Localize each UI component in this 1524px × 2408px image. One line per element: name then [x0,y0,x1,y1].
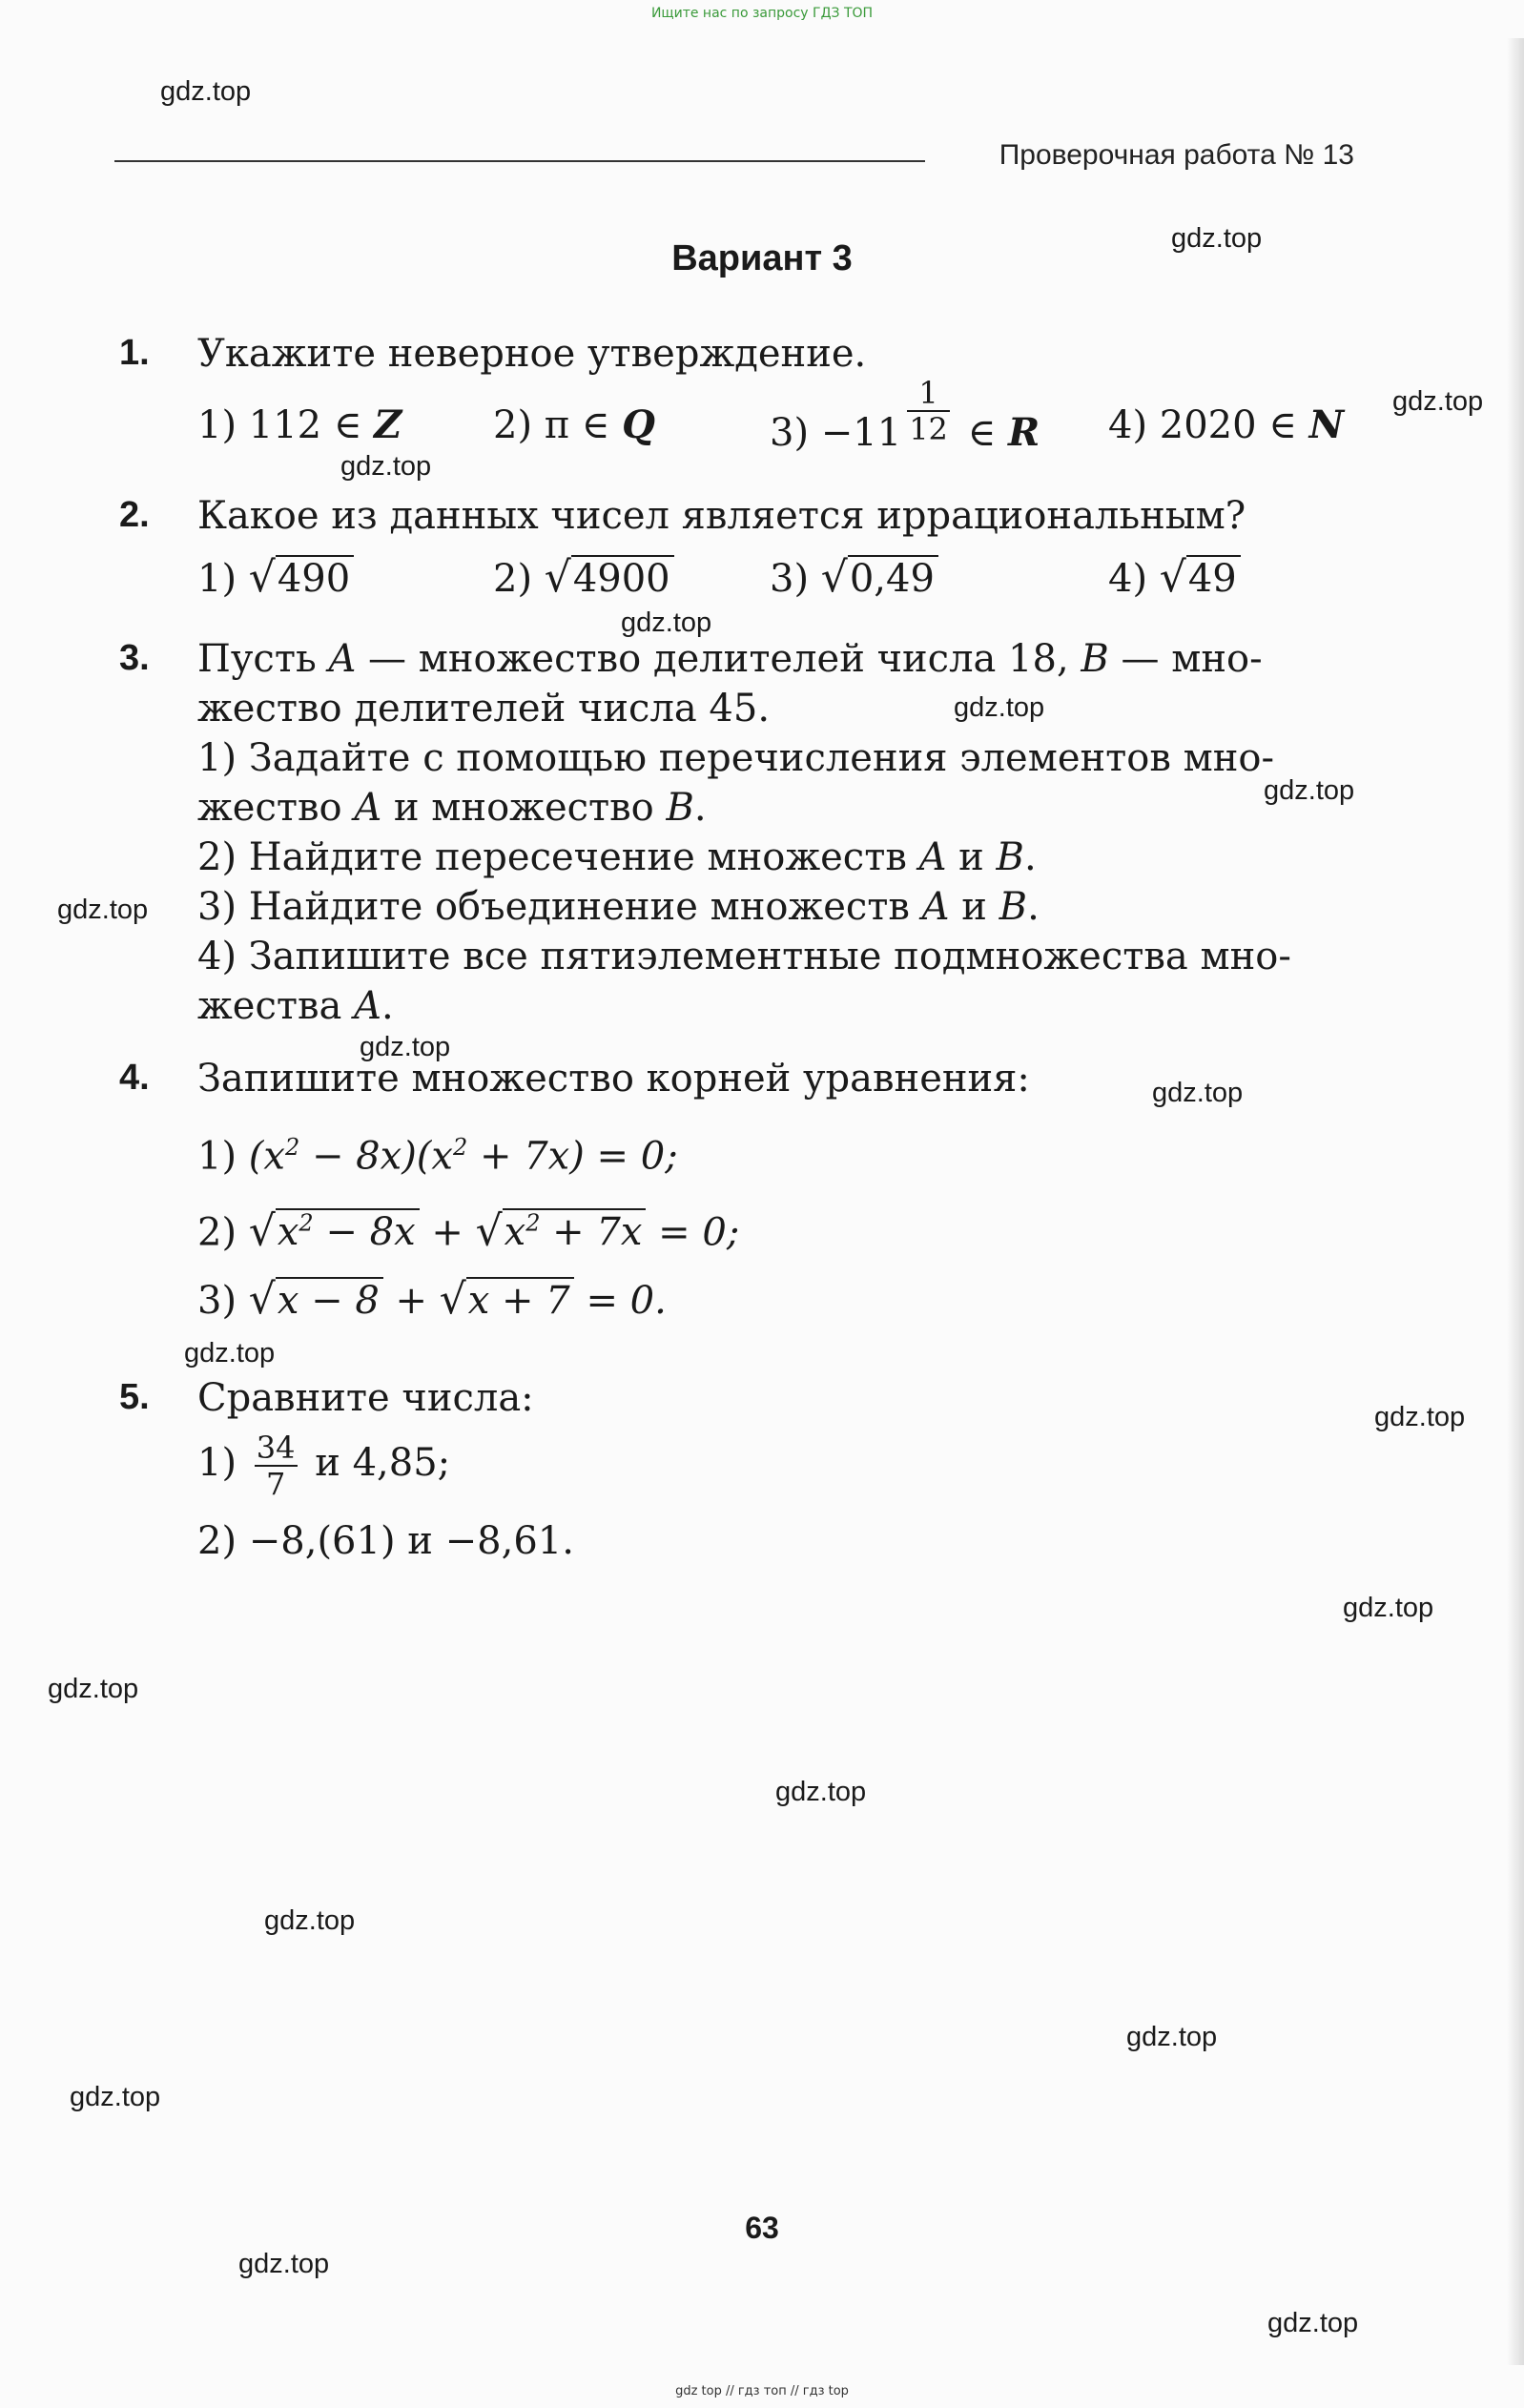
sqrt: √x + 7 [440,1275,574,1326]
compare-2: 2) −8,(61) и −8,61. [197,1519,574,1563]
watermark: gdz.top [1267,2308,1359,2338]
watermark: gdz.top [775,1777,867,1807]
task-number: 4. [119,1058,150,1098]
task-1-options [197,375,1351,458]
task-line: жество A и множество B. [197,786,707,830]
equation-2: 2) $√x^2 - 8x + √x^2 + 7x = 0$; [197,1199,739,1257]
task-number: 2. [119,495,150,535]
watermark: gdz.top [70,2082,161,2112]
task-text: Запишите множество корней уравнения: [197,1057,1030,1101]
equation-3: 3) √x − 8 + √x + 7 = 0. [197,1275,667,1324]
compare-1: 1) $\frac{34}{7}$ и 4,85; [197,1430,451,1502]
watermark: gdz.top [1392,386,1484,417]
watermark: gdz.top [264,1905,356,1936]
option-1: 1) √490 [197,553,354,604]
task-line: 2) Найдите пересечение множеств A и B. [197,835,1037,879]
header-title: Проверочная работа № 13 [999,139,1354,171]
watermark: gdz.top [1264,775,1355,806]
watermark: gdz.top [1343,1593,1434,1623]
fraction: $\frac{34}{7}$ [256,1430,296,1502]
watermark: gdz.top [1171,223,1263,254]
page-number: 63 [745,2211,779,2245]
watermark: gdz.top [340,451,432,482]
watermark: gdz.top [1152,1078,1244,1108]
page-edge-shadow [1507,38,1524,2365]
sqrt: √490 [249,553,354,604]
task-line: 3) Найдите объединение множеств A и B. [197,885,1040,929]
sqrt: √49 [1160,553,1241,604]
task-text: Сравните числа: [197,1376,534,1420]
bottom-note[interactable]: gdz top // гдз топ // гдз top [675,2384,849,2398]
option-2: 2) π ∈ Q [493,402,655,447]
task-line: Пусть A — множество делителей числа 18, B — мно- [197,637,1263,681]
sqrt: √x − 8 [249,1275,383,1326]
option-4: 4) 2020 ∈ N [1108,402,1345,447]
task-text: Укажите неверное утверждение. [197,332,867,376]
watermark: gdz.top [48,1674,139,1704]
sqrt: √0,49 [821,553,938,604]
watermark: gdz.top [184,1338,276,1369]
watermark: gdz.top [1374,1402,1466,1432]
page-header [114,139,1354,181]
option-3: 3) √0,49 [770,553,938,604]
task-line: 1) Задайте с помощью перечисления элементов мно- [197,736,1274,780]
watermark: gdz.top [238,2249,330,2279]
option-1: 1) 112 ∈ Z [197,402,402,447]
header-rule [114,160,925,162]
task-line: 4) Запишите все пятиэлементные подмножества мно- [197,935,1291,978]
top-note[interactable]: Ищите нас по запросу ГДЗ ТОП [650,6,874,21]
watermark: gdz.top [1126,2022,1218,2052]
watermark: gdz.top [57,895,149,925]
watermark: gdz.top [360,1032,451,1062]
task-number: 3. [119,638,150,678]
task-line: жества A. [197,984,394,1028]
task-2-options [197,553,1351,610]
task-line: жество делителей числа 45. [197,687,771,731]
equation-1: 1) $(x^2 - 8x)(x^2 + 7x) = 0$; [197,1134,678,1179]
watermark: gdz.top [160,76,252,107]
variant-title: Вариант 3 [671,238,853,278]
fraction: $\frac{1}{12}$ [909,375,948,447]
sqrt: $√x^2 + 7x$ [476,1199,647,1257]
task-number: 5. [119,1377,150,1417]
task-text: Какое из данных чисел является иррациональным? [197,494,1246,538]
option-4: 4) √49 [1108,553,1241,604]
task-number: 1. [119,333,150,373]
option-2: 2) √4900 [493,553,674,604]
sqrt: $√x^2 - 8x$ [249,1199,420,1257]
watermark: gdz.top [621,607,712,638]
option-3: 3) −11 $\frac{1}{12}$ ∈ R [770,375,1040,455]
watermark: gdz.top [954,692,1045,723]
sqrt: √4900 [545,553,674,604]
